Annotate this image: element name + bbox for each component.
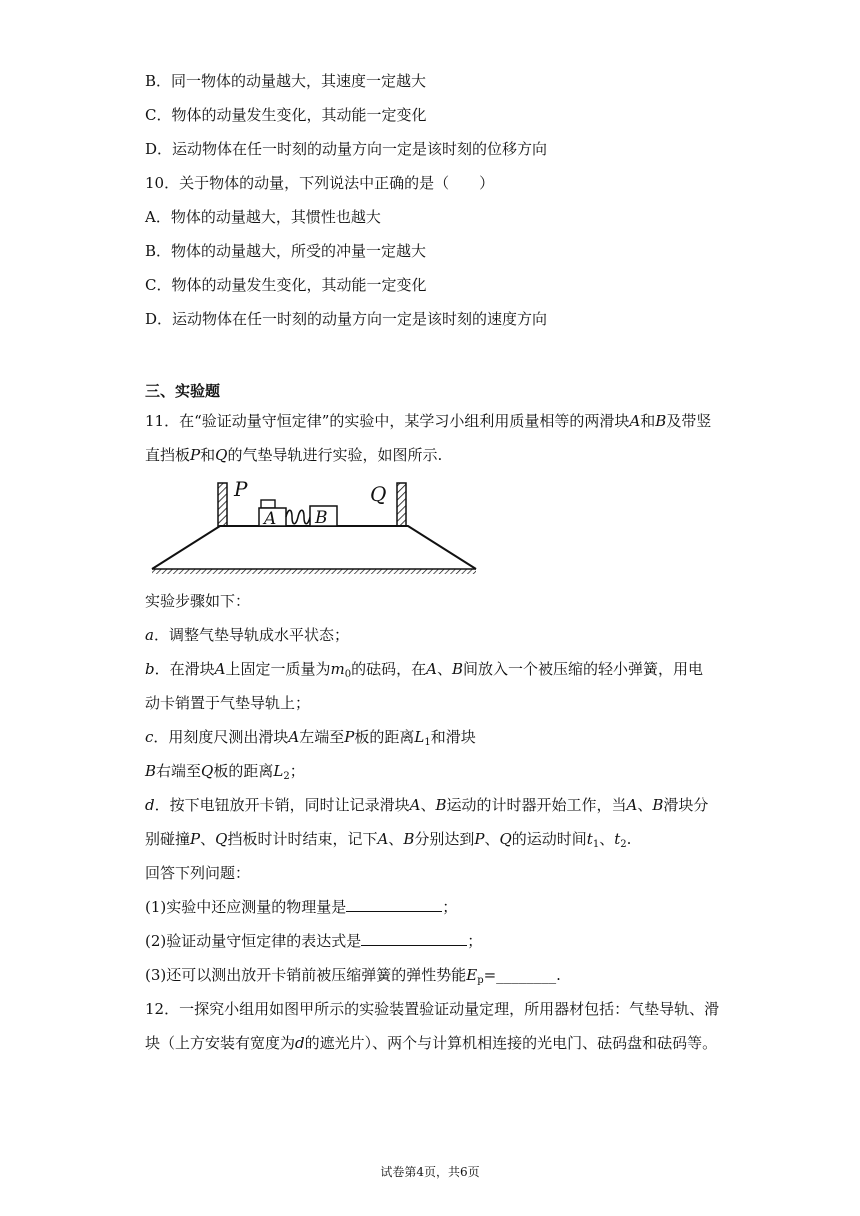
answer-blank-2[interactable] bbox=[361, 931, 467, 946]
spring bbox=[286, 510, 310, 524]
word-and: 和 bbox=[200, 446, 216, 464]
var-d: d bbox=[295, 1034, 305, 1052]
weight bbox=[261, 500, 275, 508]
answer-blank-1[interactable] bbox=[346, 897, 442, 912]
q12-text-2a: 块（上方安装有宽度为 bbox=[145, 1034, 296, 1052]
sub-q3-text-b[interactable]: =________. bbox=[483, 966, 561, 984]
step-b-text-3: 的砝码，在 bbox=[351, 660, 427, 678]
q10-stem: 10．关于物体的动量，下列说法中正确的是（ ） bbox=[145, 174, 495, 192]
q11-intro-line2 bbox=[145, 445, 442, 465]
separator: 、 bbox=[420, 796, 436, 814]
step-c-text-3: 板的距离 bbox=[354, 728, 415, 746]
var-L: L bbox=[414, 728, 425, 746]
q10-option-c: C．物体的动量发生变化，其动能一定变化 bbox=[145, 276, 427, 294]
step-b-text-1: ．在滑块 bbox=[154, 660, 215, 678]
var-P: P bbox=[474, 830, 485, 848]
step-a-letter: a bbox=[145, 626, 154, 644]
step-c-line1 bbox=[145, 727, 476, 747]
subscript-1: 1 bbox=[592, 839, 600, 850]
var-Q: Q bbox=[215, 446, 228, 464]
step-b-text-2: 上固定一质量为 bbox=[225, 660, 331, 678]
step-d-text-3: 滑块分 bbox=[663, 796, 709, 814]
semicolon: ； bbox=[442, 898, 458, 916]
sub-question-3 bbox=[145, 965, 561, 985]
q11-number: 11． bbox=[145, 412, 180, 430]
q9-option-c: C．物体的动量发生变化，其动能一定变化 bbox=[145, 106, 427, 124]
var-P: P bbox=[190, 830, 201, 848]
step-b-letter: b bbox=[145, 660, 155, 678]
step-d-text-4: 别碰撞 bbox=[145, 830, 191, 848]
baffle-q bbox=[397, 483, 406, 526]
q12-line1: 12．一探究小组用如图甲所示的实验装置验证动量定理，所用器材包括：气垫导轨、滑 bbox=[145, 1000, 720, 1018]
var-A: A bbox=[629, 412, 641, 430]
step-b-line2: 动卡销置于气垫导轨上； bbox=[145, 694, 311, 712]
var-A: A bbox=[377, 830, 389, 848]
separator: 、 bbox=[637, 796, 653, 814]
q12-text-2b: 的遮光片）、两个与计算机相连接的光电门、砝码盘和砝码等。 bbox=[304, 1034, 718, 1052]
baffle-p bbox=[218, 483, 227, 526]
page-footer: 试卷第4页，共6页 bbox=[380, 1165, 480, 1179]
var-B: B bbox=[655, 412, 667, 430]
step-c-end: ； bbox=[289, 762, 305, 780]
sub-q3-text-a: (3)还可以测出放开卡销前被压缩弹簧的弹性势能 bbox=[145, 966, 467, 984]
separator: 、 bbox=[436, 660, 452, 678]
var-A: A bbox=[214, 660, 226, 678]
air-track-figure bbox=[150, 478, 480, 578]
step-c-text-2: 左端至 bbox=[299, 728, 345, 746]
var-P: P bbox=[344, 728, 355, 746]
var-B: B bbox=[652, 796, 664, 814]
var-Q: Q bbox=[499, 830, 512, 848]
label-p: P bbox=[234, 478, 248, 501]
section-heading: 三、实验题 bbox=[145, 382, 221, 400]
q11-intro-1b: 及带竖 bbox=[666, 412, 712, 430]
var-B: B bbox=[451, 660, 463, 678]
step-b-text-4: 间放入一个被压缩的轻小弹簧，用电 bbox=[463, 660, 704, 678]
step-d-text-6: 分别达到 bbox=[414, 830, 475, 848]
separator: 、 bbox=[599, 830, 615, 848]
steps-title: 实验步骤如下： bbox=[145, 592, 251, 610]
q10-option-a: A．物体的动量越大，其惯性也越大 bbox=[145, 208, 381, 226]
var-A: A bbox=[626, 796, 638, 814]
var-Q: Q bbox=[201, 762, 214, 780]
var-B: B bbox=[403, 830, 415, 848]
E-subscript: p bbox=[477, 975, 484, 986]
step-c-text-4: 和滑块 bbox=[430, 728, 476, 746]
label-b: B bbox=[315, 508, 328, 528]
step-c-text-1: ．用刻度尺测出滑块 bbox=[153, 728, 289, 746]
sub-q2-text: (2)验证动量守恒定律的表达式是 bbox=[145, 932, 362, 950]
step-c-text-5: 右端至 bbox=[156, 762, 202, 780]
step-d-line1 bbox=[145, 795, 708, 815]
separator: 、 bbox=[200, 830, 216, 848]
var-B: B bbox=[435, 796, 447, 814]
word-and: 和 bbox=[640, 412, 656, 430]
subscript-1: 1 bbox=[424, 737, 431, 748]
var-A: A bbox=[288, 728, 300, 746]
step-d-text-7: 的运动时间 bbox=[511, 830, 587, 848]
air-track bbox=[152, 526, 476, 569]
var-A: A bbox=[426, 660, 437, 678]
separator: 、 bbox=[484, 830, 500, 848]
var-Q: Q bbox=[215, 830, 228, 848]
var-t: t bbox=[586, 830, 593, 848]
step-a-text: ．调整气垫导轨成水平状态； bbox=[153, 626, 349, 644]
step-c-letter: c bbox=[145, 728, 154, 746]
label-a: A bbox=[264, 509, 277, 529]
q10-option-b: B．物体的动量越大，所受的冲量一定越大 bbox=[145, 242, 427, 260]
step-c-line2 bbox=[145, 761, 305, 781]
step-d-text-2: 运动的计时器开始工作，当 bbox=[446, 796, 627, 814]
step-d-text-1: ．按下电钮放开卡销，同时让记录滑块 bbox=[154, 796, 410, 814]
var-t: t bbox=[614, 830, 621, 848]
semicolon: ； bbox=[467, 932, 483, 950]
step-a bbox=[145, 625, 349, 645]
q11-intro-line1 bbox=[145, 411, 711, 431]
q9-option-d: D．运动物体在任一时刻的动量方向一定是该时刻的位移方向 bbox=[145, 140, 548, 158]
m-subscript: 0 bbox=[344, 669, 352, 680]
q11-intro-2b: 的气垫导轨进行实验，如图所示. bbox=[227, 446, 443, 464]
var-E: E bbox=[466, 966, 478, 984]
var-L: L bbox=[273, 762, 284, 780]
var-B: B bbox=[145, 762, 157, 780]
step-d-line2 bbox=[145, 829, 631, 849]
q9-option-b: B．同一物体的动量越大，其速度一定越大 bbox=[145, 72, 427, 90]
q10-option-d: D．运动物体在任一时刻的动量方向一定是该时刻的速度方向 bbox=[145, 310, 548, 328]
subscript-2: 2 bbox=[283, 771, 290, 782]
sub-question-2 bbox=[145, 931, 482, 951]
label-q: Q bbox=[370, 482, 387, 506]
sub-q1-text: (1)实验中还应测量的物理量是 bbox=[145, 898, 347, 916]
answer-intro: 回答下列问题： bbox=[145, 864, 251, 882]
step-d-end: . bbox=[626, 830, 632, 848]
var-A: A bbox=[409, 796, 421, 814]
var-m: m bbox=[330, 660, 345, 678]
step-c-text-6: 板的距离 bbox=[213, 762, 274, 780]
q11-intro-2a: 直挡板 bbox=[145, 446, 191, 464]
q11-intro-1a: 在“验证动量守恒定律”的实验中，某学习小组利用质量相等的两滑块 bbox=[179, 412, 630, 430]
sub-question-1 bbox=[145, 897, 457, 917]
subscript-2: 2 bbox=[620, 839, 627, 850]
separator: 、 bbox=[388, 830, 404, 848]
step-b-line1 bbox=[145, 659, 703, 679]
step-d-text-5: 挡板时计时结束，记下 bbox=[227, 830, 378, 848]
var-P: P bbox=[190, 446, 201, 464]
step-d-letter: d bbox=[145, 796, 155, 814]
q12-line2 bbox=[145, 1033, 717, 1053]
